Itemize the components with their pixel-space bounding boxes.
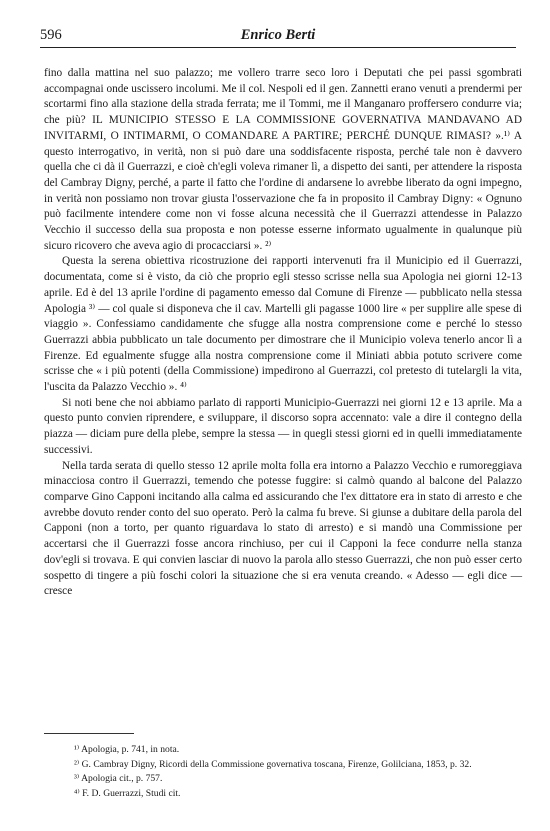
footnotes bbox=[46, 743, 522, 801]
paragraph: Questa la serena obiettiva ricostruzione dei rapporti intervenuti fra il Municipio ed il Guerrazzi, documentata, come si è visto, da ciò che proprio egli stesso scrisse nella sua Apologia nei giorni 12-13 aprile. Ed è del 13 aprile l'ordine di pagamento emesso dal Comune di Firenze — pubblicato nella stessa Apologia ³⁾ — col quale si disponeva che il cav. Martelli gli pagasse 1000 lire « per supplire alle spese di viaggio ». Confessiamo candidamente che sfugge alla nostra comprensione come e perché lo stesso Guerrazzi abbia pubblicato un tale documento per dimostrare che il Municipio voleva tenerlo ancor lì a Firenze. Ed egualmente sfugge alla nostra comprensione come il Miniati abbia potuto scrivere come scrisse che « i più potenti (della Commissione) impedirono al Guerrazzi, col pretesto di tutelargli la vita, l'uscita da Palazzo Vecchio ». ⁴⁾ bbox=[44, 255, 522, 394]
body-text bbox=[44, 66, 522, 600]
footnote: ⁴⁾ F. D. Guerrazzi, Studi cit. bbox=[74, 787, 181, 799]
running-header bbox=[40, 27, 516, 48]
footnote: ²⁾ G. Cambray Digny, Ricordi della Commissione governativa toscana, Firenze, Golilciana, 1853, p. 32. bbox=[74, 758, 472, 770]
footnote-divider bbox=[44, 733, 134, 734]
footnote: ¹⁾ Apologia, p. 741, in nota. bbox=[74, 744, 180, 755]
paragraph: fino dalla mattina nel suo palazzo; me vollero trarre seco loro i Deputati che pei passi sgombrati accompagnai onde uscissero incolumi. Me il col. Nespoli ed il gen. Zannetti erano venuti a prendermi per scortarmi fino alla stazione della strada ferrata; me il Tommi, me il Manganaro proffersero condurre via; che più? IL MUNICIPIO STESSO E LA COMMISSIONE GOVERNATIVA MANDAVANO AD INVITARMI, O INTIMARMI, O COMANDARE A PARTIRE; PERCHÉ DUNQUE RIMASI? ».¹⁾ A questo interrogativo, in verità, non si può dare una soddisfacente risposta, perché tale non è davvero quella che ci dà il Guerrazzi, e cioè ch'egli voleva rimaner lì, a dispetto dei santi, per attendere la risposta del Cambray Digny, perché, a parte il fatto che l'ordine di andarsene lo avrebbe liberato da ogni impegno, in verità non possiamo non trovar giusta l'osservazione che fa in proposito il Cambray Digny: « Ognuno può facilmente intendere come non vi fosse alcuna necessità che il Guerrazzi attendesse in Palazzo Vecchio il successo della sua proposta e non potesse esserne informato ugualmente in qualunque più sicuro ricovero che aveva agio di procacciarsi ». ²⁾ bbox=[44, 67, 522, 252]
page-number: 596 bbox=[40, 27, 62, 43]
running-title: Enrico Berti bbox=[240, 27, 316, 43]
paragraph: Nella tarda serata di quello stesso 12 aprile molta folla era intorno a Palazzo Vecchio e rumoreggiava minacciosa contro il Guerrazzi, temendo che potesse fuggire: si calmò quando al balcone del Palazzo comparve Gino Capponi incitando alla calma ed assicurando che l'ex dittatore era in stato di arresto e che avrebbe dovuto render conto del suo operato. Però la calma fu breve. Si giunse a dubitare della parola del Capponi (non a torto, per quanto riguardava lo stato di arresto) e si mandò una Commissione per accertarsi che il Guerrazzi fosse ancora rinchiuso, per cui il Capponi la fece condurre nella stanza dov'egli si trovava. E qui convien lasciar di nuovo la parola allo stesso Guerrazzi, che non può esser certo sospetto di tingere a più foschi colori la situazione che si era venuta creando. « Adesso — egli dice — cresce bbox=[44, 459, 522, 598]
footnote: ³⁾ Apologia cit., p. 757. bbox=[74, 773, 163, 784]
paragraph: Si noti bene che noi abbiamo parlato di rapporti Municipio-Guerrazzi nei giorni 12 e 13 aprile. Ma a questo punto convien riprendere, e sviluppare, il discorso sopra accennato: vale a dire il contegno della piazza — diciam pure della plebe, sempre la stessa — in quegli stessi giorni ed in quelli immediatamente successivi. bbox=[44, 396, 522, 456]
